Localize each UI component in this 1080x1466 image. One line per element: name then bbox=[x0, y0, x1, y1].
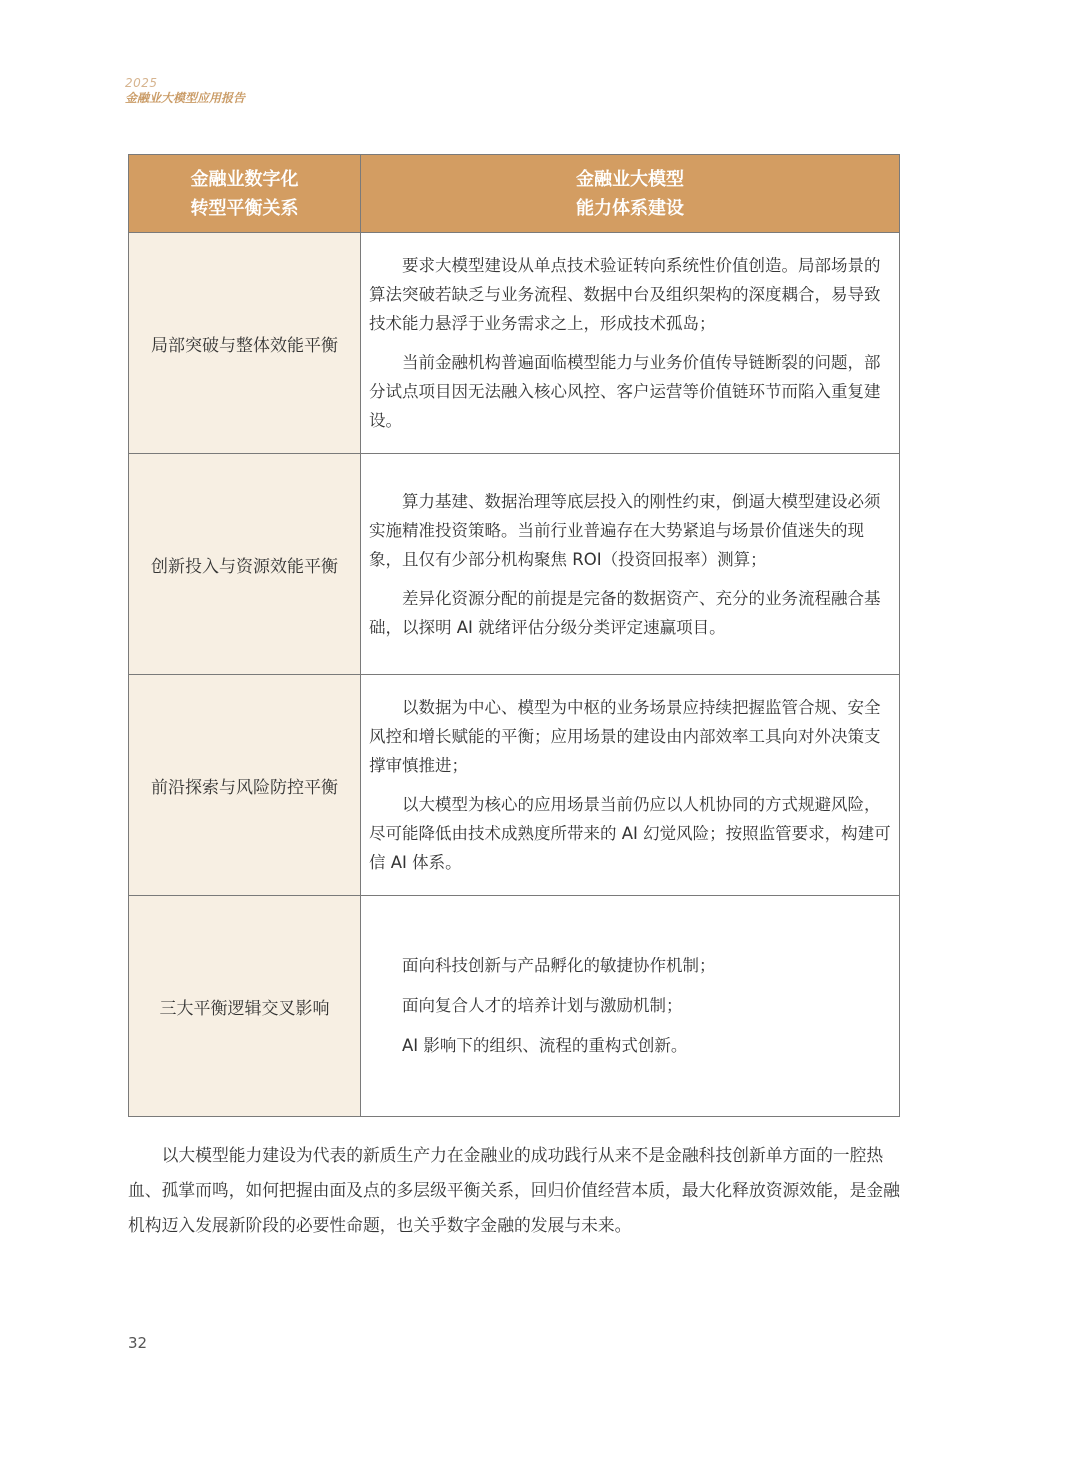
content-paragraph: 以数据为中心、模型为中枢的业务场景应持续把握监管合规、安全风控和增长赋能的平衡；应用场景的建设由内部效率工具向对外决策支撑审慎推进； bbox=[369, 698, 881, 775]
balance-table bbox=[128, 154, 900, 1117]
header-line: 金融业数字化 bbox=[190, 168, 299, 190]
content-cell bbox=[361, 896, 900, 1117]
header-line: 能力体系建设 bbox=[576, 197, 684, 219]
content-paragraph: 当前金融机构普遍面临模型能力与业务价值传导链断裂的问题，部分试点项目因无法融入核心风控、客户运营等价值链环节而陷入重复建设。 bbox=[369, 353, 881, 430]
relation-cell: 前沿探索与风险防控平衡 bbox=[129, 675, 361, 896]
relation-cell: 创新投入与资源效能平衡 bbox=[129, 454, 361, 675]
content-cell bbox=[361, 233, 900, 454]
content-cell bbox=[361, 454, 900, 675]
conclusion-paragraph: 以大模型能力建设为代表的新质生产力在金融业的成功践行从来不是金融科技创新单方面的一腔热血、孤掌而鸣，如何把握由面及点的多层级平衡关系，回归价值经营本质，最大化释放资源效能，是金融机构迈入发展新阶段的必要性命题，也关乎数字金融的发展与未来。 bbox=[128, 1145, 900, 1235]
content-paragraph: 面向复合人才的培养计划与激励机制； bbox=[402, 996, 683, 1015]
content-paragraph: AI 影响下的组织、流程的重构式创新。 bbox=[402, 1036, 688, 1055]
report-title: 金融业大模型应用报告 bbox=[125, 91, 246, 105]
content-paragraph: 差异化资源分配的前提是完备的数据资产、充分的业务流程融合基础，以探明 AI 就绪评估分级分类评定速赢项目。 bbox=[369, 588, 881, 637]
table-row bbox=[129, 454, 900, 675]
header-line: 转型平衡关系 bbox=[190, 197, 299, 219]
report-year: 2025 bbox=[125, 76, 158, 90]
content-cell bbox=[361, 675, 900, 896]
relation-cell: 三大平衡逻辑交叉影响 bbox=[129, 896, 361, 1117]
table-row bbox=[129, 675, 900, 896]
content-paragraph: 面向科技创新与产品孵化的敏捷协作机制； bbox=[402, 956, 716, 975]
table-header-row bbox=[129, 155, 900, 233]
header-cell-capability bbox=[361, 155, 900, 233]
content-paragraph: 要求大模型建设从单点技术验证转向系统性价值创造。局部场景的算法突破若缺乏与业务流程、数据中台及组织架构的深度耦合，易导致技术能力悬浮于业务需求之上，形成技术孤岛； bbox=[369, 256, 881, 333]
header-cell-relation bbox=[129, 155, 361, 233]
table-row bbox=[129, 896, 900, 1117]
content-paragraph: 以大模型为核心的应用场景当前仍应以人机协同的方式规避风险，尽可能降低由技术成熟度所带来的 AI 幻觉风险；按照监管要求，构建可信 AI 体系。 bbox=[369, 795, 891, 872]
header-line: 金融业大模型 bbox=[576, 168, 684, 190]
page-number: 32 bbox=[128, 1334, 148, 1352]
content-paragraph: 算力基建、数据治理等底层投入的刚性约束，倒逼大模型建设必须实施精准投资策略。当前行业普遍存在大势紧追与场景价值迷失的现象，且仅有少部分机构聚焦 ROI（投资回报率）测算； bbox=[369, 491, 881, 569]
relation-cell: 局部突破与整体效能平衡 bbox=[129, 233, 361, 454]
report-header bbox=[125, 76, 245, 106]
table-row bbox=[129, 233, 900, 454]
